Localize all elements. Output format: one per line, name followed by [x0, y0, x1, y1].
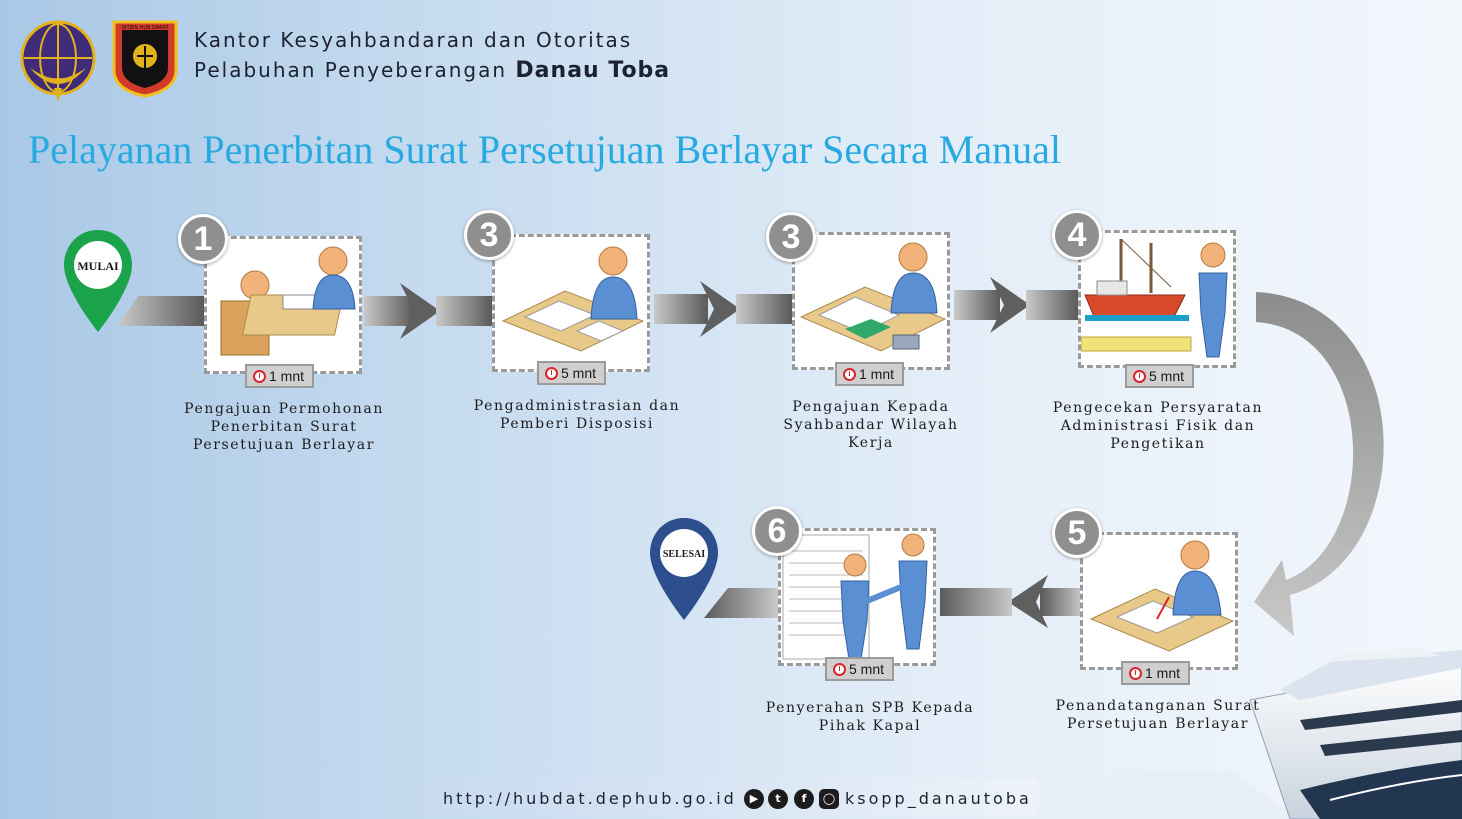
ship-inspection-illustration — [1081, 233, 1233, 365]
step-1-time: 1 mnt — [269, 368, 305, 384]
step-1-caption: Pengajuan Permohonan Penerbitan Surat Persetujuan Berlayar — [184, 401, 384, 453]
alarm-clock-icon — [843, 368, 856, 381]
step-1-number: 1 — [178, 214, 228, 264]
administration-illustration — [495, 237, 647, 369]
website-link[interactable]: http://hubdat.dephub.go.id — [443, 789, 737, 808]
svg-text:DITJEN HUB DARAT: DITJEN HUB DARAT — [121, 25, 169, 31]
end-label: SELESAI — [662, 549, 706, 560]
arrow-step1-step2 — [364, 283, 492, 339]
arrow-step2-step3 — [654, 281, 792, 337]
step-2-time: 5 mnt — [561, 365, 597, 381]
step-6-timer — [825, 657, 894, 681]
alarm-clock-icon — [1133, 370, 1146, 383]
alarm-clock-icon — [253, 370, 266, 383]
alarm-clock-icon — [545, 367, 558, 380]
step-2-timer — [537, 361, 606, 385]
ditjen-emblem — [110, 18, 180, 98]
arrow-step5-step6 — [940, 575, 1082, 628]
signing-illustration — [1083, 535, 1235, 667]
step-5-caption: Penandatanganan Surat Persetujuan Berlayar — [1055, 698, 1261, 732]
step-4-card — [1078, 230, 1236, 368]
social-handle[interactable]: ksopp_danautoba — [845, 789, 1032, 808]
header-port-name — [194, 58, 670, 83]
twitter-icon[interactable]: t — [768, 789, 788, 809]
header-port-bold: Danau Toba — [515, 58, 671, 83]
step-5-card — [1080, 532, 1238, 670]
step-3-caption: Pengajuan Kepada Syahbandar Wilayah Kerja — [783, 399, 959, 451]
step-4-time: 5 mnt — [1149, 368, 1185, 384]
handover-illustration — [781, 531, 933, 663]
step-2-number: 3 — [464, 210, 514, 260]
step-5-timer — [1121, 661, 1190, 685]
end-pin — [648, 516, 720, 626]
start-pin — [62, 228, 134, 338]
step-6-time: 5 mnt — [849, 661, 885, 677]
step-2-caption: Pengadministrasian dan Pemberi Disposisi — [473, 398, 681, 432]
step-4-timer — [1125, 364, 1194, 388]
curved-arrow-step4-step5 — [1254, 292, 1384, 636]
header-office-name: Kantor Kesyahbandaran dan Otoritas — [194, 28, 633, 52]
applicant-desk-illustration — [207, 239, 359, 371]
start-label: MULAI — [77, 259, 119, 273]
youtube-icon[interactable]: ▶ — [744, 789, 764, 809]
ministry-logo — [20, 20, 98, 102]
instagram-icon[interactable]: ◯ — [819, 789, 839, 809]
step-2-card — [492, 234, 650, 372]
step-1-timer — [245, 364, 314, 388]
step-1-card — [204, 236, 362, 374]
alarm-clock-icon — [1129, 667, 1142, 680]
step-3-number: 3 — [766, 212, 816, 262]
step-4-caption: Pengecekan Persyaratan Administrasi Fisik dan Pengetikan — [1052, 400, 1264, 452]
page-title: Pelayanan Penerbitan Surat Persetujuan Berlayar Secara Manual — [28, 127, 1061, 172]
step-6-number: 6 — [752, 506, 802, 556]
harbormaster-illustration — [795, 235, 947, 367]
step-3-time: 1 mnt — [859, 366, 895, 382]
step-5-time: 1 mnt — [1145, 665, 1181, 681]
facebook-icon[interactable]: f — [794, 789, 814, 809]
step-3-card — [792, 232, 950, 370]
step-6-card — [778, 528, 936, 666]
alarm-clock-icon — [833, 663, 846, 676]
step-5-number: 5 — [1052, 508, 1102, 558]
step-4-number: 4 — [1052, 210, 1102, 260]
step-3-timer — [835, 362, 904, 386]
arrow-step3-step4 — [954, 277, 1078, 333]
step-6-caption: Penyerahan SPB Kepada Pihak Kapal — [765, 700, 975, 734]
header-port-prefix: Pelabuhan Penyeberangan — [194, 58, 508, 82]
